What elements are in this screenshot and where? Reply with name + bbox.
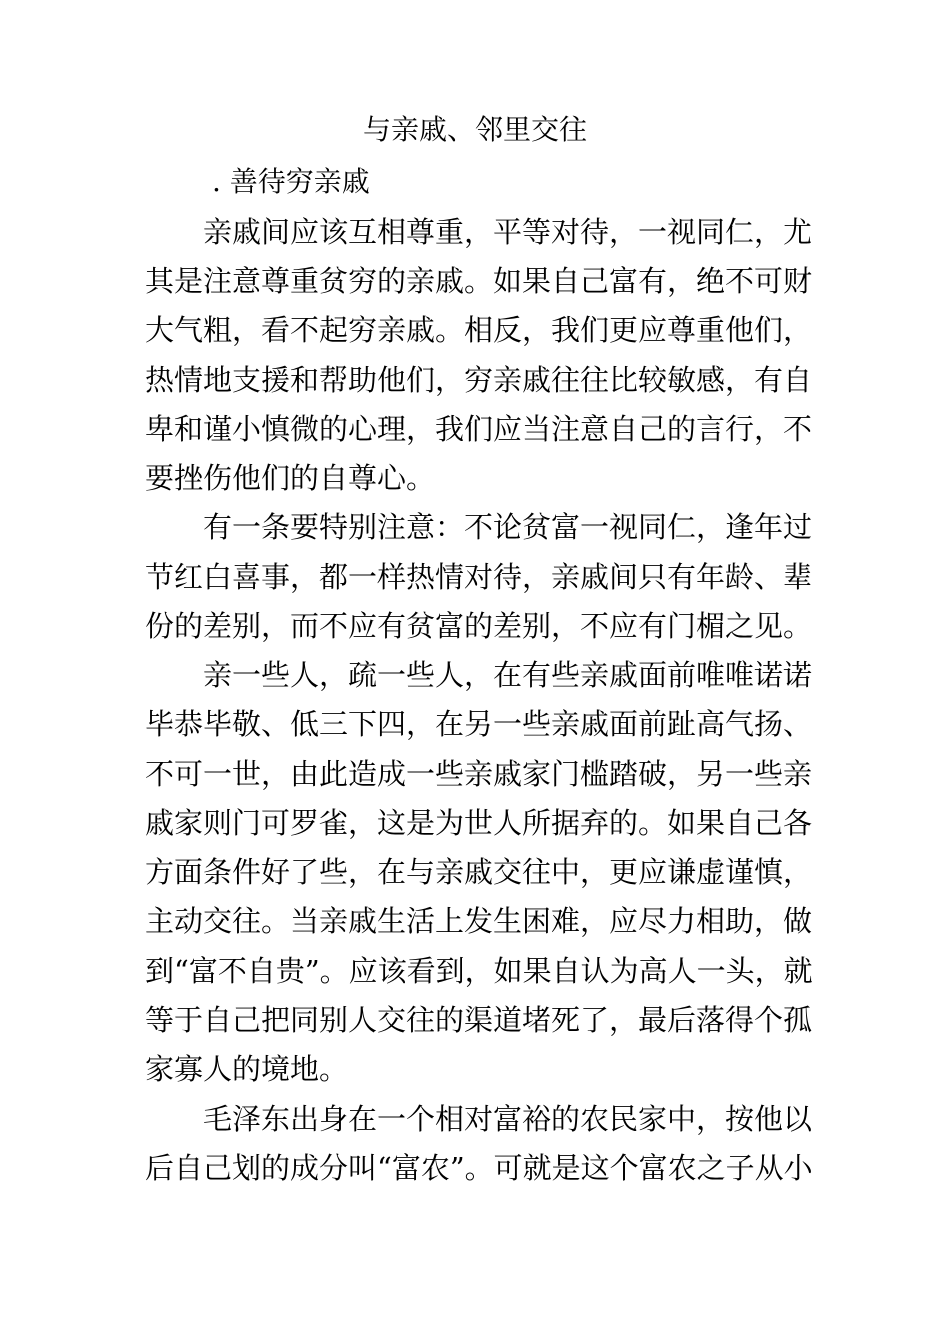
text-line: 热情地支援和帮助他们，穷亲戚往往比较敏感，有自 [145,363,813,397]
text-line: 卑和谨小慎微的心理，我们应当注意自己的言行，不 [145,412,813,446]
text-line: 其是注意尊重贫穷的亲戚。如果自己富有，绝不可财 [145,264,813,298]
text-line: 大气粗，看不起穷亲戚。相反，我们更应尊重他们， [145,313,813,347]
text-line: 不可一世，由此造成一些亲戚家门槛踏破，另一些亲 [145,757,813,791]
text-line: 方面条件好了些，在与亲戚交往中，更应谦虚谨慎， [145,855,813,889]
section-heading: . 善待穷亲戚 [212,165,370,198]
text-line: 份的差别，而不应有贫富的差别，不应有门楣之见。 [145,609,813,643]
text-line: 后自己划的成分叫“富农”。可就是这个富农之子从小 [145,1151,813,1185]
text-line: 戚家则门可罗雀，这是为世人所据弃的。如果自己各 [145,806,813,840]
text-line: 亲一些人，疏一些人，在有些亲戚面前唯唯诺诺 [203,658,813,692]
text-line: 主动交往。当亲戚生活上发生困难，应尽力相助，做 [145,904,813,938]
text-line: 到“富不自贵”。应该看到，如果自认为高人一头，就 [145,954,813,988]
text-line: 家寡人的境地。 [145,1052,349,1086]
text-line: 毕恭毕敬、低三下四，在另一些亲戚面前趾高气扬、 [145,707,813,741]
text-line: 要挫伤他们的自尊心。 [145,461,436,495]
text-line: 等于自己把同别人交往的渠道堵死了，最后落得个孤 [145,1003,813,1037]
text-line: 毛泽东出身在一个相对富裕的农民家中，按他以 [203,1102,813,1136]
text-line: 有一条要特别注意：不论贫富一视同仁，逢年过 [203,510,813,544]
text-line: 节红白喜事，都一样热情对待，亲戚间只有年龄、辈 [145,560,813,594]
text-line: 亲戚间应该互相尊重，平等对待，一视同仁，尤 [203,215,813,249]
document-title: 与亲戚、邻里交往 [362,113,587,146]
